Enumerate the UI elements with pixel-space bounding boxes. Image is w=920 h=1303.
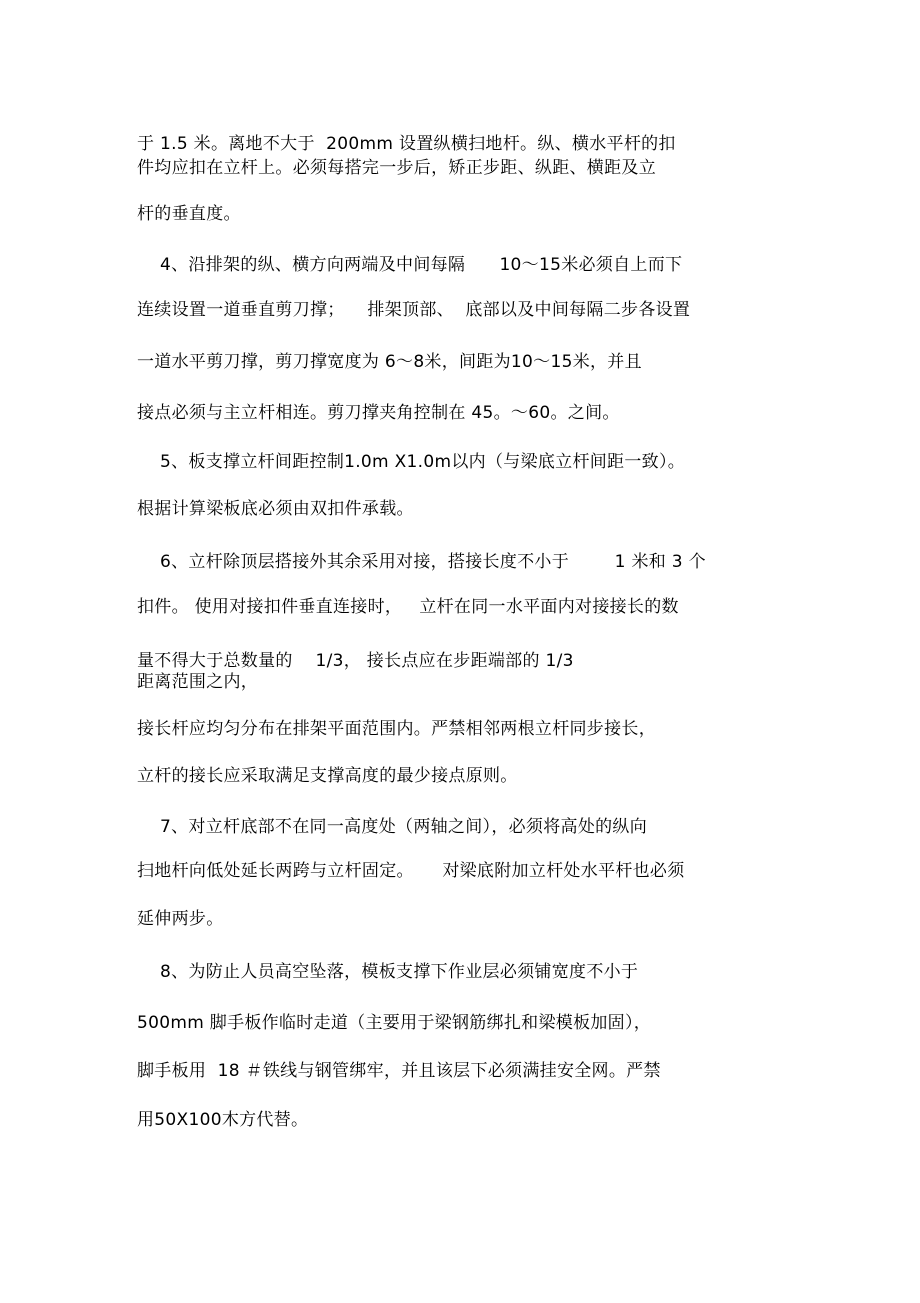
text-line: 一道水平剪刀撑，剪刀撑宽度为 6～8米，间距为10～15米，并且 <box>137 352 642 372</box>
text-line: 500mm 脚手板作临时走道（主要用于梁钢筋绑扎和梁模板加固）， <box>137 1013 652 1033</box>
text-line: 7、对立杆底部不在同一高度处（两轴之间），必须将高处的纵向 <box>160 817 648 837</box>
text-line: 扫地杆向低处延长两跨与立杆固定。 对梁底附加立杆处水平杆也必须 <box>137 861 685 881</box>
text-line: 用50X100木方代替。 <box>137 1110 309 1130</box>
text-line: 件均应扣在立杆上。必须每搭完一步后，矫正步距、纵距、横距及立 <box>137 158 656 178</box>
text-line: 延伸两步。 <box>137 909 224 929</box>
text-line: 于 1.5 米。离地不大于 200mm 设置纵横扫地杆。纵、横水平杆的扣 <box>137 134 676 154</box>
text-line: 连续设置一道垂直剪刀撑； 排架顶部、 底部以及中间每隔二步各设置 <box>137 300 691 320</box>
text-line: 接长杆应均匀分布在排架平面范围内。严禁相邻两根立杆同步接长， <box>137 719 656 739</box>
text-line: 根据计算梁板底必须由双扣件承载。 <box>137 499 414 519</box>
text-line: 8、为防止人员高空坠落，模板支撑下作业层必须铺宽度不小于 <box>160 962 639 982</box>
text-line: 接点必须与主立杆相连。剪刀撑夹角控制在 45。～60。之间。 <box>137 403 620 423</box>
text-line: 距离范围之内， <box>137 672 259 692</box>
text-line: 5、板支撑立杆间距控制1.0m X1.0m以内（与梁底立杆间距一致）。 <box>160 452 686 472</box>
text-line: 扣件。 使用对接扣件垂直连接时， 立杆在同一水平面内对接接长的数 <box>137 597 679 617</box>
text-line: 4、沿排架的纵、横方向两端及中间每隔 10～15米必须自上而下 <box>160 255 683 275</box>
text-line: 立杆的接长应采取满足支撑高度的最少接点原则。 <box>137 766 518 786</box>
text-line: 6、立杆除顶层搭接外其余采用对接，搭接长度不小于 1 米和 3 个 <box>160 552 706 572</box>
text-line: 量不得大于总数量的 1/3， 接长点应在步距端部的 1/3 <box>137 651 574 671</box>
text-line: 脚手板用 18 ＃铁线与钢管绑牢，并且该层下必须满挂安全网。严禁 <box>137 1061 661 1081</box>
text-line: 杆的垂直度。 <box>137 204 241 224</box>
